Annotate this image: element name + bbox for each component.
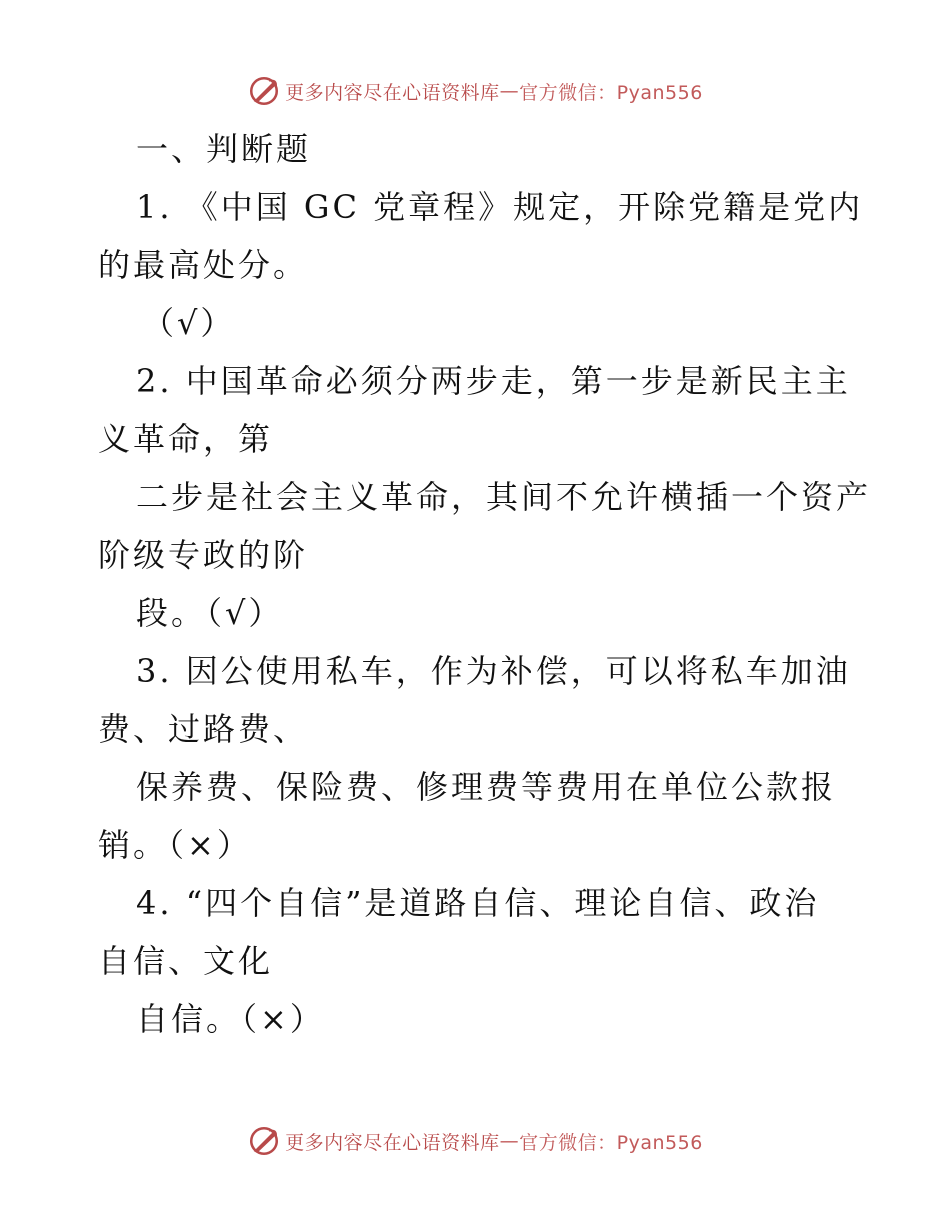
q4-answer: 自信。（×）	[136, 1000, 325, 1038]
watermark-account: 官方微信：Pyan556	[519, 1131, 703, 1154]
q2-answer: 段。（√）	[136, 594, 284, 632]
q1-line-1: 1. 《中国 GC 党章程》规定，开除党籍是党内	[136, 188, 864, 226]
q1-answer: （√）	[142, 304, 236, 342]
document-body	[98, 120, 872, 1048]
watermark-account: 官方微信：Pyan556	[519, 81, 703, 104]
watermark-text: 更多内容尽在心语资料库	[285, 1131, 500, 1154]
q2-line-3: 二步是社会主义革命，其间不允许横插一个资产	[136, 478, 872, 516]
quill-logo-icon	[247, 74, 281, 108]
q3-answer: 销。（×）	[98, 826, 252, 864]
q2-line-1: 2. 中国革命必须分两步走，第一步是新民主主	[136, 362, 851, 400]
watermark-separator: —	[499, 80, 520, 102]
q2-line-4: 阶级专政的阶	[98, 536, 309, 574]
section-heading: 一、判断题	[136, 130, 312, 168]
q3-line-1: 3. 因公使用私车，作为补偿，可以将私车加油	[136, 652, 851, 690]
q3-line-3: 保养费、保险费、修理费等费用在单位公款报	[136, 768, 837, 806]
q2-line-2: 义革命，第	[98, 420, 274, 458]
watermark-separator: —	[499, 1130, 520, 1152]
watermark-header	[0, 74, 950, 108]
watermark-text: 更多内容尽在心语资料库	[285, 81, 500, 104]
q4-line-2: 自信、文化	[98, 942, 274, 980]
watermark-footer	[0, 1124, 950, 1158]
q1-line-2: 的最高处分。	[98, 246, 309, 284]
quill-logo-icon	[247, 1124, 281, 1158]
q4-line-1: 4. “四个自信”是道路自信、理论自信、政治	[136, 884, 820, 922]
q3-line-2: 费、过路费、	[98, 710, 309, 748]
